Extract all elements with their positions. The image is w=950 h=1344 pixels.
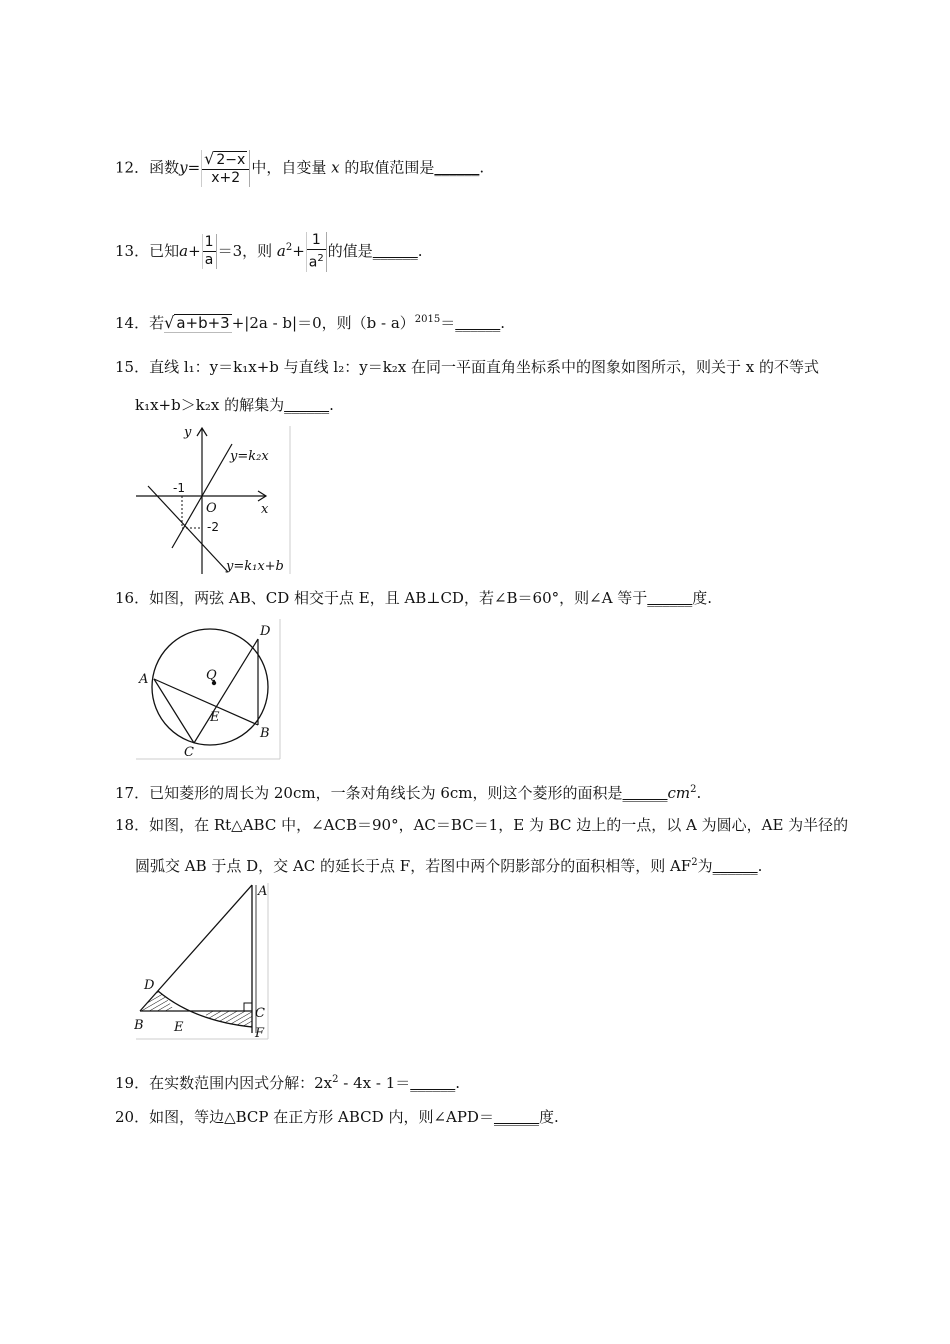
- q13-pre: 已知: [149, 241, 180, 260]
- right-angle-icon: [244, 1003, 252, 1011]
- question-20: [115, 1107, 559, 1127]
- question-12: 12．函数y= $\frac{√ 2-x}{x+2}$ 中，自变量 x 的取值范围是______.: [115, 149, 485, 186]
- q12-pre: 函数: [149, 158, 180, 177]
- question-17: [115, 780, 701, 803]
- q14-number: 14．: [115, 314, 150, 332]
- question-16: [115, 588, 712, 608]
- label-b: B: [134, 1018, 144, 1033]
- q13-frac2-bot: [307, 250, 326, 272]
- q18-line1: 如图，在 Rt△ABC 中，∠ACB＝90°，AC＝BC＝1，E 为 BC 边上的一点，以 A 为圆心，AE 为半径的: [149, 816, 849, 834]
- q14-pre: 若: [149, 314, 165, 332]
- q18-number: 18．: [115, 816, 150, 834]
- q15-line1: 直线 l₁：y＝k₁x+b 与直线 l₂：y＝k₂x 在同一平面直角坐标系中的图象如图所示，则关于 x 的不等式: [149, 358, 820, 376]
- question-18: [115, 815, 848, 835]
- q17-answer-blank[interactable]: ______: [622, 784, 668, 802]
- segment-ac: [154, 679, 194, 743]
- q13-frac2-base: a: [308, 254, 318, 271]
- q14-radicand: a+b+3: [176, 314, 230, 332]
- q18-answer-blank[interactable]: ______: [712, 857, 758, 875]
- q19-sup: 2: [332, 1074, 339, 1085]
- q13-frac2-exp: 2: [317, 253, 324, 264]
- circle: [152, 629, 268, 745]
- q17-text: 已知菱形的周长为 20cm，一条对角线长为 6cm，则这个菱形的面积是: [149, 784, 623, 802]
- question-15-cont: [135, 395, 334, 415]
- label-q: Q: [206, 668, 217, 683]
- question-14: [115, 310, 505, 333]
- q19-answer-blank[interactable]: ______: [410, 1074, 456, 1092]
- q18-line2: 圆弧交 AB 于点 D，交 AC 的延长于点 F，若图中两个阴影部分的面积相等，则 AF: [135, 857, 692, 875]
- q12-number: 12．: [115, 158, 150, 177]
- q12-radicand: 2−x: [216, 152, 246, 168]
- q12-denominator: x+2: [211, 170, 241, 186]
- label-f: F: [255, 1026, 265, 1041]
- q14-exponent: 2015: [414, 314, 441, 325]
- q13-number: 13．: [115, 241, 150, 260]
- q17-end: .: [696, 784, 702, 802]
- label-a: A: [258, 884, 268, 899]
- q14-end: .: [500, 314, 506, 332]
- q18-figure: [134, 881, 270, 1041]
- tick-neg1: -1: [173, 481, 185, 495]
- q12-post: 中，自变量: [251, 158, 327, 177]
- q13-end: .: [417, 241, 423, 260]
- q17-unit-sup: 2: [690, 784, 697, 795]
- side-ab: [140, 885, 252, 1011]
- q12-fraction: [201, 150, 250, 187]
- label-a: A: [139, 672, 149, 687]
- q15-graph: [134, 424, 292, 576]
- q19-end: .: [455, 1074, 461, 1092]
- q13-square: 2: [285, 241, 293, 253]
- q15-answer-blank[interactable]: ______: [284, 396, 330, 414]
- label-c: C: [255, 1006, 265, 1021]
- q12-answer-blank[interactable]: ______: [434, 158, 480, 177]
- label-d: D: [260, 624, 271, 639]
- q16-text: 如图，两弦 AB、CD 相交于点 E，且 AB⊥CD，若∠B＝60°，则∠A 等于: [149, 589, 648, 607]
- shaded-region-1: [140, 991, 174, 1011]
- chord-ab: [154, 679, 258, 725]
- sqrt-icon: √: [204, 149, 215, 168]
- q16-number: 16．: [115, 589, 150, 607]
- q13-answer-blank[interactable]: ______: [372, 241, 418, 260]
- q13-fraction-2: [306, 232, 327, 272]
- q14-root: [164, 314, 232, 333]
- q15-end: .: [329, 396, 334, 414]
- q12-end: .: [479, 158, 485, 177]
- q18-sup: 2: [691, 857, 698, 868]
- q19-text2: - 4x - 1＝: [338, 1074, 411, 1092]
- q19-text: 在实数范围内因式分解：2x: [149, 1074, 333, 1092]
- question-13: 13．已知a+ $\frac{1}{a}$ ＝3，则 $a^2+$ $\frac{1}{a^2}$ 的值是______.: [115, 232, 423, 271]
- q20-number: 20．: [115, 1108, 150, 1126]
- q16-circle-diagram: [134, 617, 284, 761]
- q17-unit: cm: [667, 784, 691, 802]
- x-label: x: [261, 502, 269, 517]
- q13-frac1-bot: a: [204, 252, 214, 269]
- q15-figure: [134, 424, 292, 576]
- q17-number: 17．: [115, 784, 150, 802]
- q14-answer-blank[interactable]: ______: [455, 314, 501, 332]
- q13-plus-2: +: [292, 241, 305, 260]
- q20-end: 度.: [538, 1108, 559, 1126]
- q15-line2: k₁x+b＞k₂x 的解集为: [135, 396, 285, 414]
- q16-end: 度.: [692, 589, 713, 607]
- q16-figure: [134, 617, 284, 761]
- q13-frac2-top: 1: [307, 232, 326, 250]
- q13-eq: ＝3，则: [217, 241, 273, 260]
- label-c: C: [184, 745, 194, 760]
- q18-line2b: 为: [697, 857, 713, 875]
- question-18-cont: [135, 853, 762, 876]
- q19-number: 19．: [115, 1074, 150, 1092]
- sqrt-icon: √: [164, 313, 175, 332]
- q14-eq: ＝: [440, 314, 456, 332]
- label-e: E: [174, 1020, 184, 1035]
- q20-answer-blank[interactable]: ______: [493, 1108, 539, 1126]
- chord-cd: [194, 639, 258, 743]
- q12-eq: =: [187, 158, 201, 177]
- label-e: E: [210, 710, 220, 725]
- q13-fraction-1: [202, 234, 217, 269]
- tick-neg2: -2: [207, 520, 219, 534]
- origin-label: O: [206, 501, 217, 516]
- question-15: [115, 357, 819, 377]
- q14-mid: +|2a - b|＝0，则（b - a）: [231, 314, 415, 332]
- l2-label: y=k₂x: [230, 449, 269, 464]
- q12-post2: 的取值范围是: [344, 158, 435, 177]
- y-label: y: [184, 425, 192, 440]
- label-d: D: [144, 978, 155, 993]
- q18-triangle-diagram: [134, 881, 270, 1041]
- question-19: [115, 1070, 460, 1093]
- l1-label: y=k₁x+b: [226, 559, 284, 574]
- q16-answer-blank[interactable]: ______: [647, 589, 693, 607]
- label-b: B: [260, 726, 270, 741]
- q13-plus: +: [188, 241, 201, 260]
- q18-end: .: [757, 857, 763, 875]
- q15-number: 15．: [115, 358, 150, 376]
- q13-post: 的值是: [327, 241, 373, 260]
- q13-frac1-top: 1: [204, 234, 214, 251]
- q20-text: 如图，等边△BCP 在正方形 ABCD 内，则∠APD＝: [149, 1108, 494, 1126]
